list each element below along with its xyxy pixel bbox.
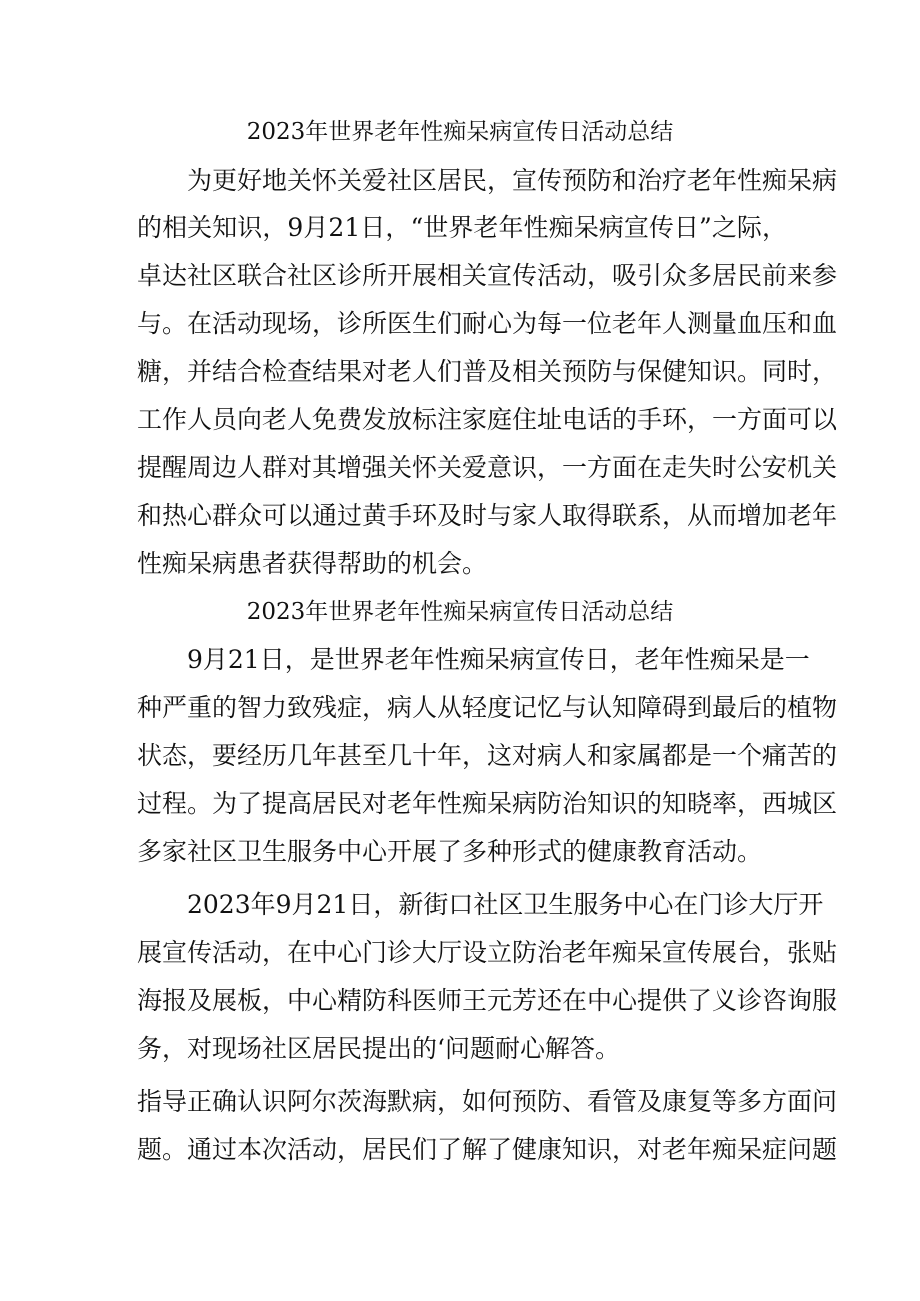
section-2-para-2-line: 海报及展板，中心精防科医师王元芳还在中心提供了义诊咨询服 bbox=[137, 986, 838, 1015]
section-2-para-1-line: 过程。为了提高居民对老年性痴呆病防治知识的知晓率，西城区 bbox=[137, 789, 838, 818]
section-2-para-1-line: 种严重的智力致残症，病人从轻度记忆与认知障碍到最后的植物 bbox=[137, 693, 838, 722]
section-2-para-1-line: 9月21日，是世界老年性痴呆病宣传日，老年性痴呆是一 bbox=[187, 645, 810, 674]
section-1-line: 糖，并结合检查结果对老人们普及相关预防与保健知识。同时， bbox=[137, 357, 838, 386]
section-1-line: 性痴呆病患者获得帮助的机会。 bbox=[137, 549, 488, 578]
section-1-line: 卓达社区联合社区诊所开展相关宣传活动，吸引众多居民前来参 bbox=[137, 261, 838, 290]
section-2-para-2-line: 2023年9月21日，新街口社区卫生服务中心在门诊大厅开 bbox=[187, 890, 824, 919]
section-1-line: 与。在活动现场，诊所医生们耐心为每一位老年人测量血压和血 bbox=[137, 309, 838, 338]
section-2-para-2-line: 展宣传活动，在中心门诊大厅设立防治老年痴呆宣传展台，张贴 bbox=[137, 938, 838, 967]
section-1-line: 工作人员向老人免费发放标注家庭住址电话的手环，一方面可以 bbox=[137, 405, 838, 434]
section-2-para-1-line: 状态，要经历几年甚至几十年，这对病人和家属都是一个痛苦的 bbox=[137, 741, 838, 770]
section-2-para-2-line: 务，对现场社区居民提出的‘问题耐心解答。 bbox=[137, 1034, 620, 1063]
section-2-para-1-line: 多家社区卫生服务中心开展了多种形式的健康教育活动。 bbox=[137, 837, 763, 866]
section-1-line: 的相关知识，9月21日，“世界老年性痴呆病宣传日”之际， bbox=[137, 213, 787, 242]
section-1-title: 2023年世界老年性痴呆病宣传日活动总结 bbox=[246, 119, 674, 145]
section-2-title: 2023年世界老年性痴呆病宣传日活动总结 bbox=[246, 599, 674, 625]
section-2-para-3-line: 题。通过本次活动，居民们了解了健康知识，对老年痴呆症问题 bbox=[137, 1135, 838, 1164]
section-1-line: 为更好地关怀关爱社区居民，宣传预防和治疗老年性痴呆病 bbox=[187, 166, 838, 195]
section-1-line: 和热心群众可以通过黄手环及时与家人取得联系，从而增加老年 bbox=[137, 501, 838, 530]
section-2-para-3-line: 指导正确认识阿尔茨海默病，如何预防、看管及康复等多方面问 bbox=[137, 1087, 838, 1116]
section-1-line: 提醒周边人群对其增强关怀关爱意识，一方面在走失时公安机关 bbox=[137, 453, 838, 482]
